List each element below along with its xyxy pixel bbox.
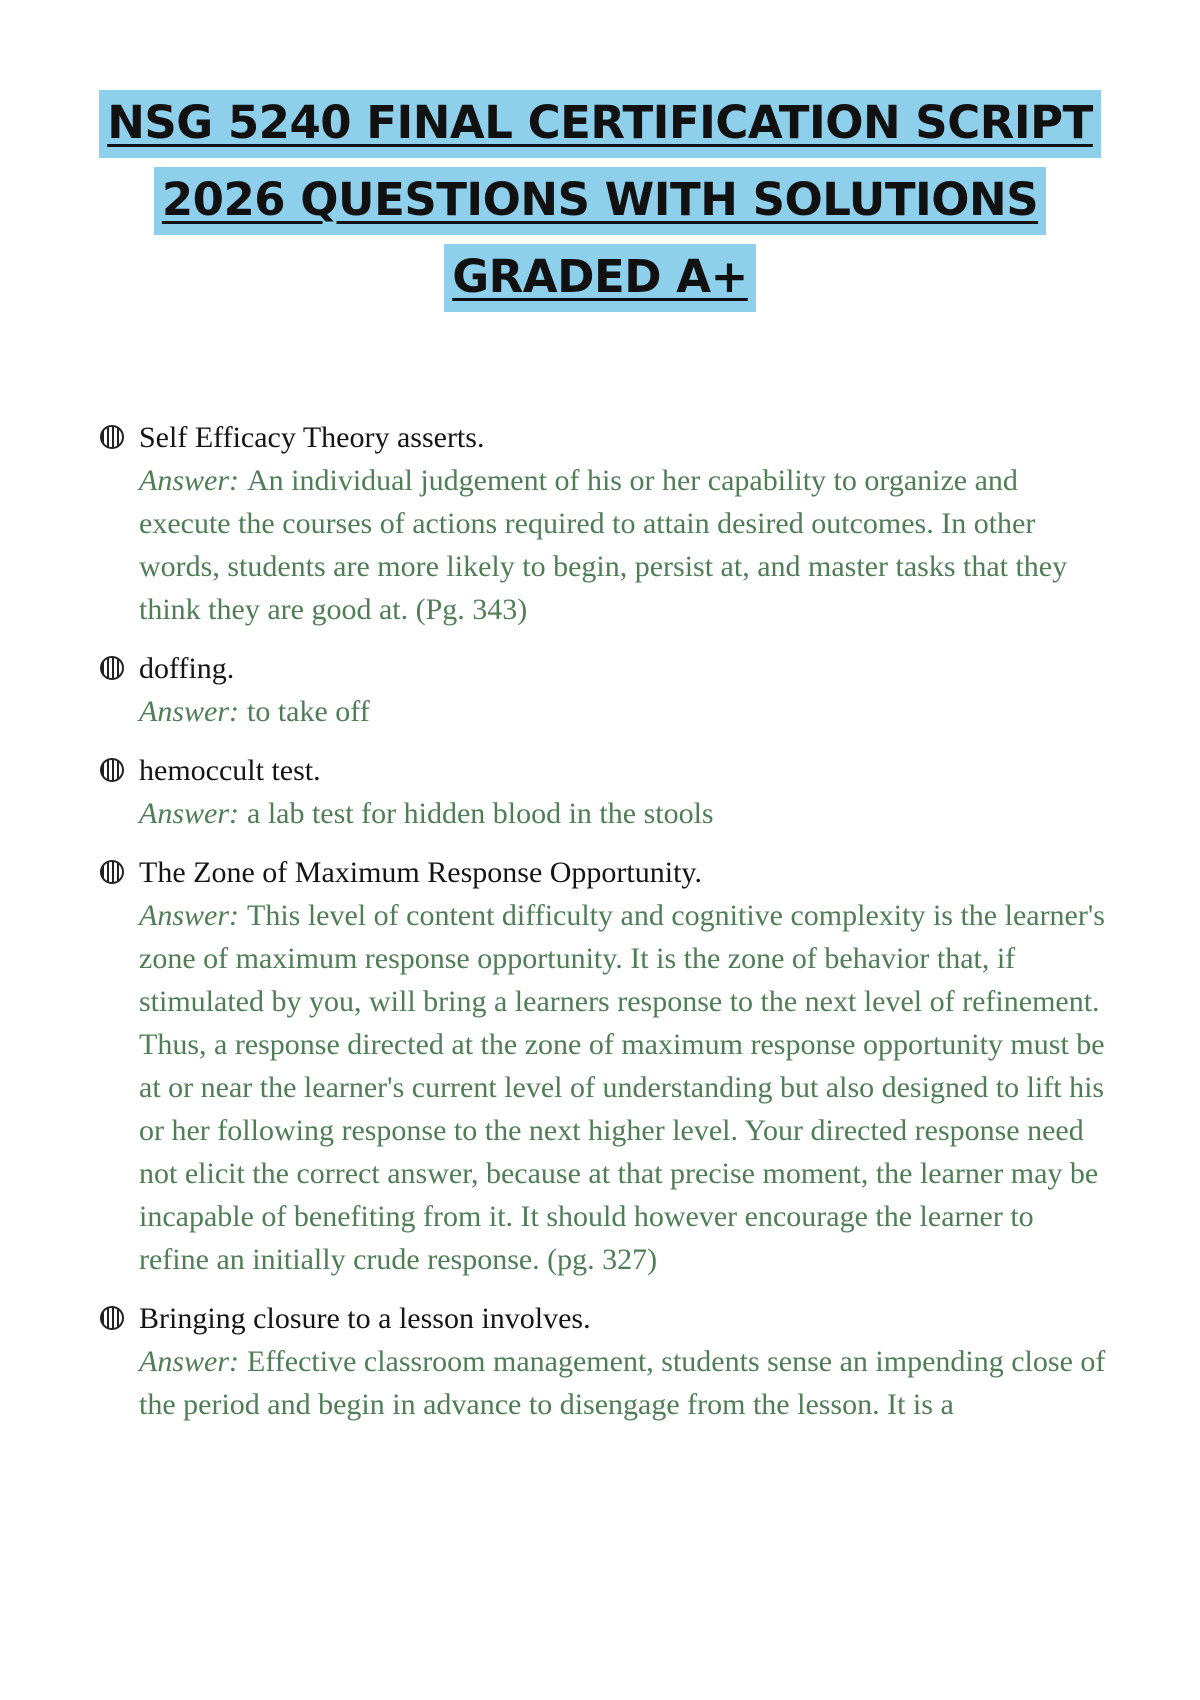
title-line-1: NSG 5240 FINAL CERTIFICATION SCRIPT	[99, 90, 1101, 158]
question-text: hemoccult test.	[139, 754, 321, 787]
question-answer-list	[97, 416, 1107, 1442]
answer-label: Answer:	[139, 1345, 239, 1378]
answer-text-block	[139, 459, 1107, 631]
answer-text-block	[139, 792, 1107, 835]
answer-text-block	[139, 1340, 1107, 1426]
question-text: Bringing closure to a lesson involves.	[139, 1302, 591, 1335]
answer-text: a lab test for hidden blood in the stools	[247, 797, 714, 830]
title-line-2: 2026 QUESTIONS WITH SOLUTIONS	[154, 167, 1046, 235]
qa-item	[97, 1297, 1107, 1426]
striped-circle-bullet-icon	[100, 860, 124, 884]
question-text: doffing.	[139, 652, 235, 685]
striped-circle-bullet-icon	[100, 1306, 124, 1330]
answer-label: Answer:	[139, 695, 239, 728]
answer-text: This level of content difficulty and cognitive complexity is the learner's zone of maximum response opportunity. It is the zone of behavior that, if stimulated by you, will bring a learners response to the next level of refinement. Thus, a response directed at the zone of maximum response opportunity must be at or near the learner's current level of understanding but also designed to lift his or her following response to the next higher level. Your directed response need not elicit the correct answer, because at that precise moment, the learner may be incapable of benefiting from it. It should however encourage the learner to refine an initially crude response. (pg. 327)	[139, 899, 1105, 1276]
qa-item	[97, 647, 1107, 733]
answer-text: to take off	[247, 695, 370, 728]
answer-label: Answer:	[139, 899, 239, 932]
qa-item	[97, 851, 1107, 1281]
answer-label: Answer:	[139, 797, 239, 830]
answer-text: Effective classroom management, students sense an impending close of the period and begin in advance to disengage from the lesson. It is a	[139, 1345, 1106, 1421]
qa-item	[97, 749, 1107, 835]
answer-text-block	[139, 690, 1107, 733]
answer-text: An individual judgement of his or her capability to organize and execute the courses of actions required to attain desired outcomes. In other words, students are more likely to begin, persist at, and master tasks that they think they are good at. (Pg. 343)	[139, 464, 1068, 626]
question-text: Self Efficacy Theory asserts.	[139, 421, 485, 454]
title-line-3: GRADED A+	[444, 244, 756, 312]
answer-label: Answer:	[139, 464, 239, 497]
question-text: The Zone of Maximum Response Opportunity.	[139, 856, 702, 889]
qa-item	[97, 416, 1107, 631]
answer-text-block	[139, 894, 1107, 1281]
striped-circle-bullet-icon	[100, 425, 124, 449]
striped-circle-bullet-icon	[100, 758, 124, 782]
striped-circle-bullet-icon	[100, 656, 124, 680]
document-title	[0, 90, 1200, 321]
